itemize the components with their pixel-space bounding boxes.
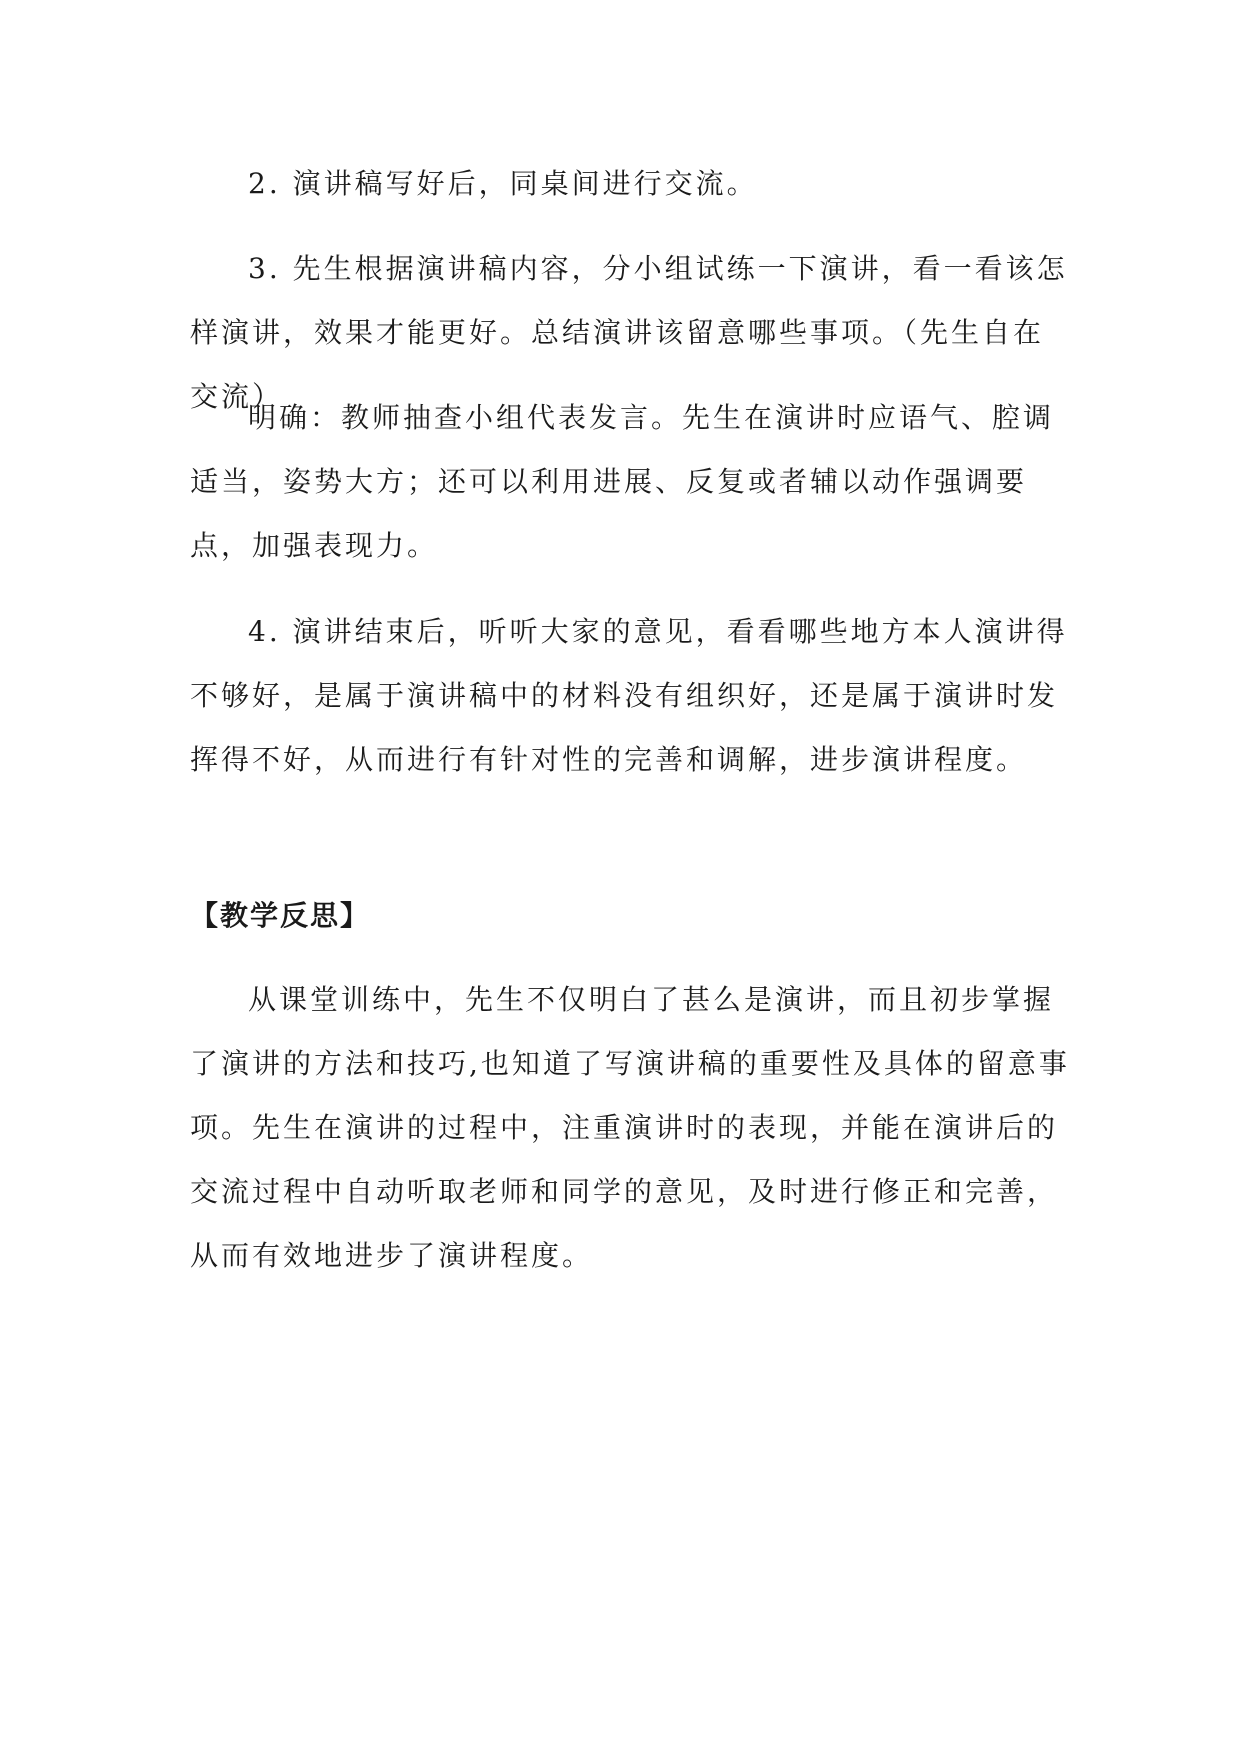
paragraph-step-2: 2. 演讲稿写好后，同桌间进行交流。 xyxy=(248,167,758,200)
paragraph-reflection: 从课堂训练中，先生不仅明白了甚么是演讲，而且初步掌握了演讲的方法和技巧,也知道了写演讲稿的重要性及具体的留意事项。先生在演讲的过程中，注重演讲时的表现，并能在演讲后的交流过程中自动听取老师和同学的意见，及时进行修正和完善，从而有效地进步了演讲程度。 xyxy=(190,983,1070,1272)
paragraph-clarification: 明确：教师抽查小组代表发言。先生在演讲时应语气、腔调适当，姿势大方；还可以利用进展、反复或者辅以动作强调要点，加强表现力。 xyxy=(190,401,1055,562)
section-heading-teaching-reflection: 【教学反思】 xyxy=(190,899,371,932)
paragraph-step-3: 3. 先生根据演讲稿内容，分小组试练一下演讲，看一看该怎样演讲，效果才能更好。总结演讲该留意哪些事项。（先生自在交流） xyxy=(190,252,1068,413)
paragraph-step-4: 4. 演讲结束后，听听大家的意见，看看哪些地方本人演讲得不够好，是属于演讲稿中的材料没有组织好，还是属于演讲时发挥得不好，从而进行有针对性的完善和调解，进步演讲程度。 xyxy=(190,615,1068,776)
